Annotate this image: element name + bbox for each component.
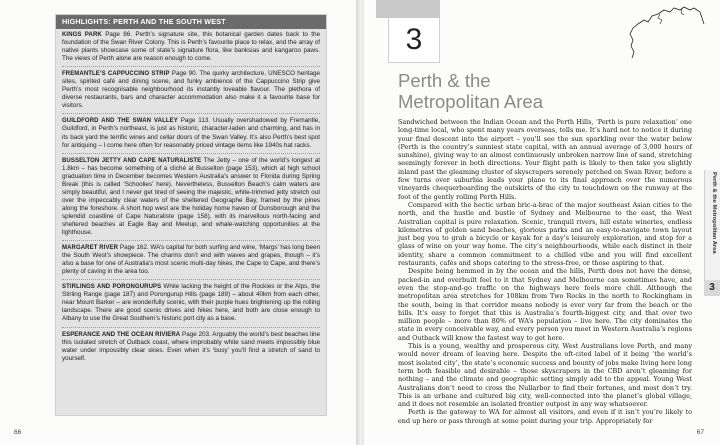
- body-paragraph: Compared with the hectic urban bric-a-brac of the major southeast Asian cities to the north, and the hustle and bustle of Sydney and Melbourne to the east, the West Australian capital is pure relaxation. Scenic, tranquil rivers, hill estate wineries, endless kilometres of golden sand beaches, glorious parks and an easy-to-navigate town layout just beg you to grab a bicycle or kayak for a day’s leisurely exploration, and stop for a glass of wine on your way home. The city’s neighbourhoods, while each distinct in their identity, share a common commitment to a chilled vibe and you will find excellent restaurants, cafés and shops catering to the stress-free, or those aspiring to that.: [398, 200, 692, 268]
- highlights-box-title: HIGHLIGHTS: PERTH AND THE SOUTH WEST: [56, 15, 326, 29]
- highlight-entry-text: Page 162. WA’s capital for both surfing and wine, ‘Margs’ has long been the South West’s showpiece. The charms don’t end with waves and grapes, though – it’s also a base for one of Australia’s most scenic multi-day hikes, the Cape to Cape, and there’s plenty of caving in the area too.: [62, 244, 320, 276]
- highlight-entry-text: Page 86. Perth’s signature site, this botanical garden dates back to the foundation of the Swan River Colony. This is Perth’s favourite place to relax, and the array of native plants showcase some of state’s signature flora, like banksias and kangaroo paws. The views of Perth alone are reason enough to come.: [62, 31, 320, 63]
- highlight-entry-text: Page 90. The quirky architecture, UNESCO heritage sites, spirited café and dining scene, and funky ambience of the Cappuccino Strip give Perth’s most recognisable neighbourhood its instantly loveable flavour. The plethora of diverse restaurants, bars and character accommodation also make it a favourite base for visitors.: [62, 70, 320, 110]
- highlight-divider: [62, 66, 320, 67]
- left-page: [0, 0, 356, 445]
- highlight-entry-name: ESPERANCE AND THE OCEAN RIVIERA: [62, 331, 181, 338]
- highlight-entry-name: KINGS PARK: [62, 32, 102, 38]
- highlight-divider: [62, 240, 320, 241]
- chapter-side-number: 3: [704, 280, 720, 296]
- chapter-number: 3: [405, 23, 423, 56]
- page-number-right: 67: [696, 429, 704, 436]
- highlights-list: [56, 29, 326, 363]
- highlight-entry-text: While lacking the height of the Rockies or the Alps, the Stirling Range (page 187) and Porongurup Hills (page 189) – about 40km from each other, near Mount Barker – are wonderfully scenic, with their purple hues brightening up the rolling landscape. There are good scenic drives and hikes here, and both are close enough to Albany to use the Great Southern’s historic port city as a base.: [62, 283, 320, 323]
- chapter-title-line-1: Perth & the: [398, 70, 491, 91]
- highlight-entry: [62, 31, 320, 63]
- body-paragraph: This is a young, wealthy and prosperous city. West Australians love Perth, and many would never dream of leaving here. Despite the oft-cited label of it being ‘the world’s most isolated city’, the state’s economic success and bounty of jobs make living here long term both feasible and desirable – those skyscrapers in the CBD aren’t gleaming for nothing – and the climate and geographic setting simply add to the appeal. Young West Australians don’t need to cross the Nullarbor to find their fortunes, and most don’t try. This is an urbane and cultured big city, well-connected into the planet’s global village, and it does not resemble an isolated frontier outpost in any way whatsoever.: [398, 342, 692, 409]
- highlight-entry: [62, 283, 320, 323]
- highlight-entry: [62, 331, 320, 363]
- chapter-number-box: [388, 18, 440, 63]
- body-paragraph: Despite being hemmed in by the ocean and the hills, Perth does not have the dense, packed-in and overbuilt feel to it that Sydney and Melbourne can sometimes have, and even the stop-and-go traffic on the highways here feels more chill. Although the metropolitan area stretches for 108km from Two Rocks in the north to Rockingham in the south, being in that corridor means nobody is ever very far from the beach or the hills. It’s easy to forget that this is Australia’s fourth-biggest city, and that over two million people – more than 80% of WA’s population – live here. The city dominates the state in every conceivable way, and every person you meet in Western Australia’s regions and Outback will know the fastest way to get here.: [398, 267, 692, 342]
- book-gutter: [356, 0, 364, 445]
- highlight-entry-text: The Jetty – one of the world’s longest at 1.8km – has become something of a cliché at Busselton (page 153), which at high school graduation time in December becomes Western Australia’s answer to Florida during Spring Break (this is called ‘Schoolies’ here). Nevertheless, Busselton Beach’s calm waters are simply beautiful, and I never get tired of seeing the majestic, white-trimmed jetty stretch out over the impeccably clear waters of the sheltered Geographe Bay, framed by the pines along the foreshore. A short hop west are the holiday home haven of Dunsborough and the splendid coastline of Cape Naturaliste (page 158), with its marvellous north-facing and sheltered beaches at Eagle Bay and Meelup, and whale-watching opportunities at the lighthouse.: [62, 156, 320, 237]
- highlight-divider: [62, 113, 320, 114]
- highlight-entry: [62, 157, 320, 237]
- highlight-entry-text: Page 203. Arguably the world’s best beaches line this isolated stretch of Outback coast, where improbably white sand meets impossibly blue water under impossibly clear skies. Even when it’s ‘busy’ you’ll find a stretch of sand to yourself.: [62, 330, 320, 362]
- highlight-divider: [62, 279, 320, 280]
- highlight-divider: [62, 153, 320, 154]
- highlight-divider: [62, 327, 320, 328]
- highlight-entry-name: MARGARET RIVER: [62, 245, 119, 252]
- highlight-entry: [62, 117, 320, 149]
- highlight-entry-name: BUSSELTON JETTY AND CAPE NATURALISTE: [62, 157, 202, 164]
- highlight-entry-name: FREMANTLE’S CAPPUCCINO STRIP: [62, 71, 170, 78]
- body-paragraph: Sandwiched between the Indian Ocean and the Perth Hills, ‘Perth is pure relaxation’ one long-time local, who spent many years overseas, tells me. It’s hard not to notice it during your final descent into the airport – you’ll see the sun sparkling over the water below (Perth is the country’s sunniest state capital, with an annual average of 3,000 hours of sunshine), giving way to an almost continuously unbroken narrow line of sand, stretching seemingly forever in both directions. Your flight path is likely to then take you slightly inland past the gleaming cluster of skyscrapers serenely perched on Swan River, before a few turns over suburbia leads your plane to its final approach over the numerous vineyards chequerboarding the outskirts of the city to touchdown on the runway at the foot of the gently rolling Perth Hills.: [398, 118, 692, 201]
- chapter-side-label: Perth & the Metropolitan Area: [711, 172, 717, 254]
- highlight-entry: [62, 70, 320, 110]
- right-page: [364, 0, 720, 445]
- highlights-box: [55, 14, 327, 416]
- highlight-entry-text: Page 113. Usually overshadowed by Fremantle, Guildford, in Perth’s northeast, is just as historic, character-laden and charming, and has in its back yard the terrific wines and cellar doors of the Swan Valley. It’s also Perth’s best spot for antiquing – I come here often for reasonably priced vintage items like 1940s hat racks.: [62, 117, 321, 149]
- highlight-entry: [62, 244, 320, 276]
- body-paragraph: Perth is the gateway to WA for almost all visitors, and even if it isn’t you’re likely to end up here or pass through at some point during your trip. Appropriately for: [398, 408, 692, 425]
- chapter-tab: [376, 0, 440, 18]
- chapter-body-text: [398, 118, 692, 425]
- chapter-title-line-2: Metropolitan Area: [398, 91, 544, 112]
- highlight-entry-name: GUILDFORD AND THE SWAN VALLEY: [62, 118, 178, 125]
- highlight-entry-name: STIRLINGS AND PORONGURUPS: [62, 284, 162, 291]
- page-number-left: 66: [14, 429, 22, 436]
- chapter-title: [398, 70, 618, 112]
- wa-coastline-map-icon: [624, 4, 706, 62]
